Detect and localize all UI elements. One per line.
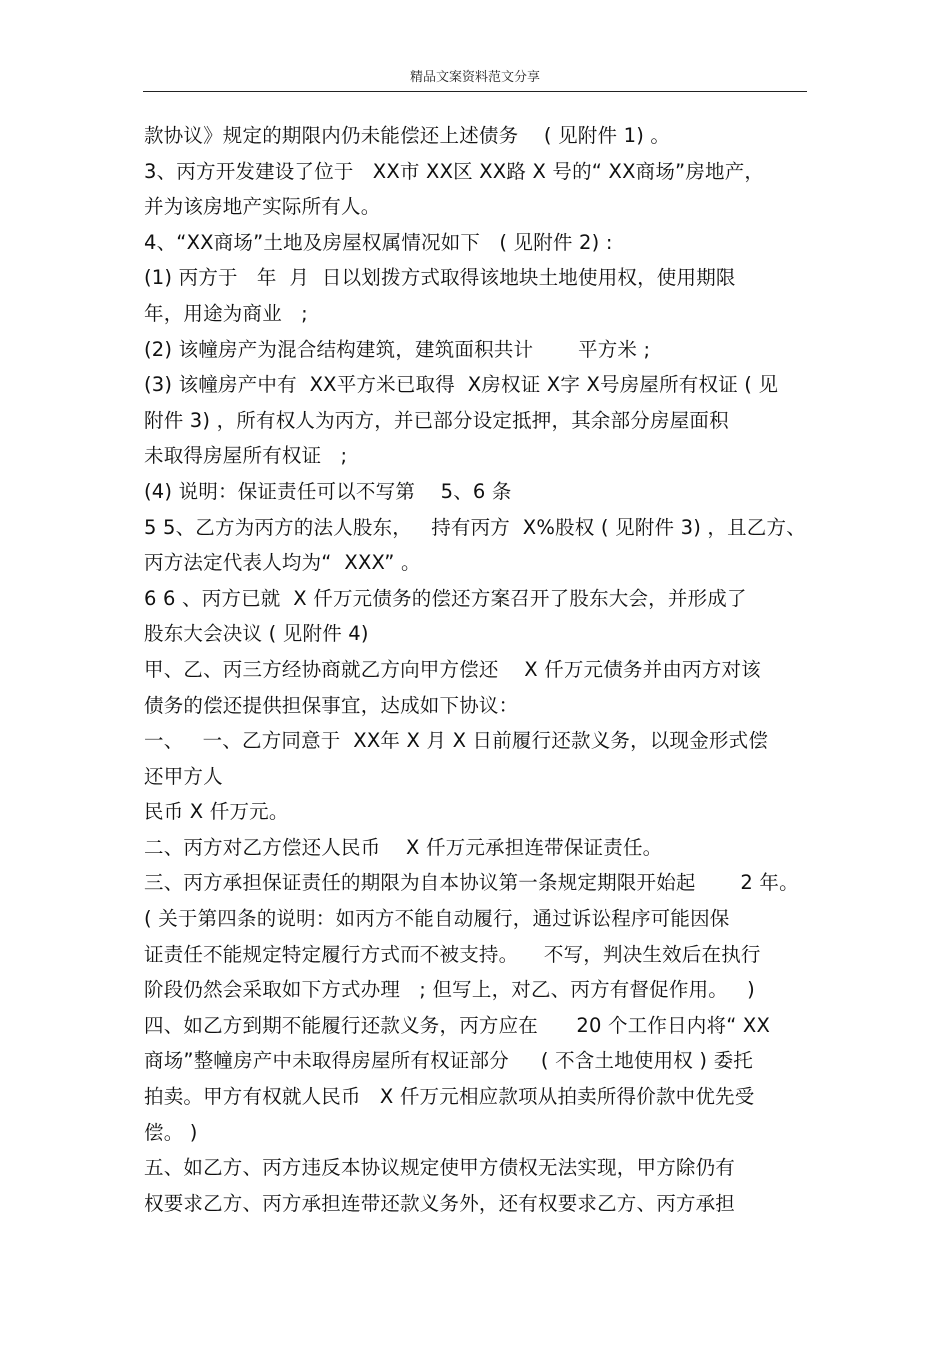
text-line: 民币 X 仟万元。 (144, 800, 289, 824)
text-line: 甲、乙、丙三方经协商就乙方向甲方偿还 X 仟万元债务并由丙方对该 (144, 657, 761, 681)
text-line: (4) 说明：保证责任可以不写第 5、6 条 (144, 479, 512, 503)
page-header: 精品文案资料范文分享 (409, 70, 540, 85)
text-line: 年，用途为商业 ; (144, 301, 308, 325)
text-line: 款协议》规定的期限内仍未能偿还上述债务 ( 见附件 1) 。 (144, 124, 671, 147)
text-line: 四、如乙方到期不能履行还款义务，丙方应在 20 个工作日内将“ XX (144, 1013, 771, 1037)
text-line: 附件 3) ，所有权人为丙方，并已部分设定抵押，其余部分房屋面积 (144, 408, 729, 432)
text-line: 股东大会决议 ( 见附件 4) (144, 622, 369, 646)
text-line: 5 5、乙方为丙方的法人股东， 持有丙方 X%股权 ( 见附件 3) ，且乙方、 (144, 515, 806, 539)
text-line: 五、如乙方、丙方违反本协议规定使甲方债权无法实现，甲方除仍有 (144, 1156, 736, 1180)
text-line: (3) 该幢房产中有 XX平方米已取得 X房权证 X字 X号房屋所有权证 ( 见 (144, 373, 779, 397)
text-line: 未取得房屋所有权证 ; (144, 444, 348, 468)
text-line: 4、“XX商场”土地及房屋权属情况如下 ( 见附件 2) : (144, 230, 613, 254)
text-line: 债务的偿还提供担保事宜，达成如下协议： (144, 693, 519, 717)
text-line: 还甲方人 (144, 764, 223, 788)
text-line: 偿。 ) (144, 1120, 198, 1144)
text-line: 权要求乙方、丙方承担连带还款义务外，还有权要求乙方、丙方承担 (144, 1191, 736, 1215)
text-line: 拍卖。甲方有权就人民币 X 仟万元相应款项从拍卖所得价款中优先受 (144, 1085, 755, 1109)
text-line: ( 关于第四条的说明：如丙方不能自动履行，通过诉讼程序可能因保 (144, 907, 730, 931)
text-line: 并为该房地产实际所有人。 (144, 195, 381, 219)
header-divider (143, 91, 807, 92)
text-line: 3、丙方开发建设了位于 XX市 XX区 XX路 X 号的“ XX商场”房地产， (144, 159, 765, 183)
text-line: 商场”整幢房产中未取得房屋所有权证部分 ( 不含土地使用权 ) 委托 (144, 1049, 754, 1073)
text-line: 丙方法定代表人均为“ XXX” 。 (144, 551, 421, 575)
text-line: 一、 一、乙方同意于 XX年 X 月 X 日前履行还款义务，以现金形式偿 (144, 729, 769, 753)
text-line: (1) 丙方于 年 月 日以划拨方式取得该地块土地使用权，使用期限 (144, 266, 736, 290)
text-line: 阶段仍然会采取如下方式办理 ; 但写上，对乙、丙方有督促作用。 ) (144, 978, 755, 1002)
text-line: 6 6 、丙方已就 X 仟万元债务的偿还方案召开了股东大会，并形成了 (144, 586, 747, 610)
text-line: 二、丙方对乙方偿还人民币 X 仟万元承担连带保证责任。 (144, 835, 663, 859)
text-line: 证责任不能规定特定履行方式而不被支持。 不写，判决生效后在执行 (144, 942, 761, 966)
text-line: 三、丙方承担保证责任的期限为自本协议第一条规定期限开始起 2 年。 (144, 871, 799, 895)
text-line: (2) 该幢房产为混合结构建筑，建筑面积共计 平方米 ; (144, 337, 651, 361)
document-body (144, 118, 834, 1221)
